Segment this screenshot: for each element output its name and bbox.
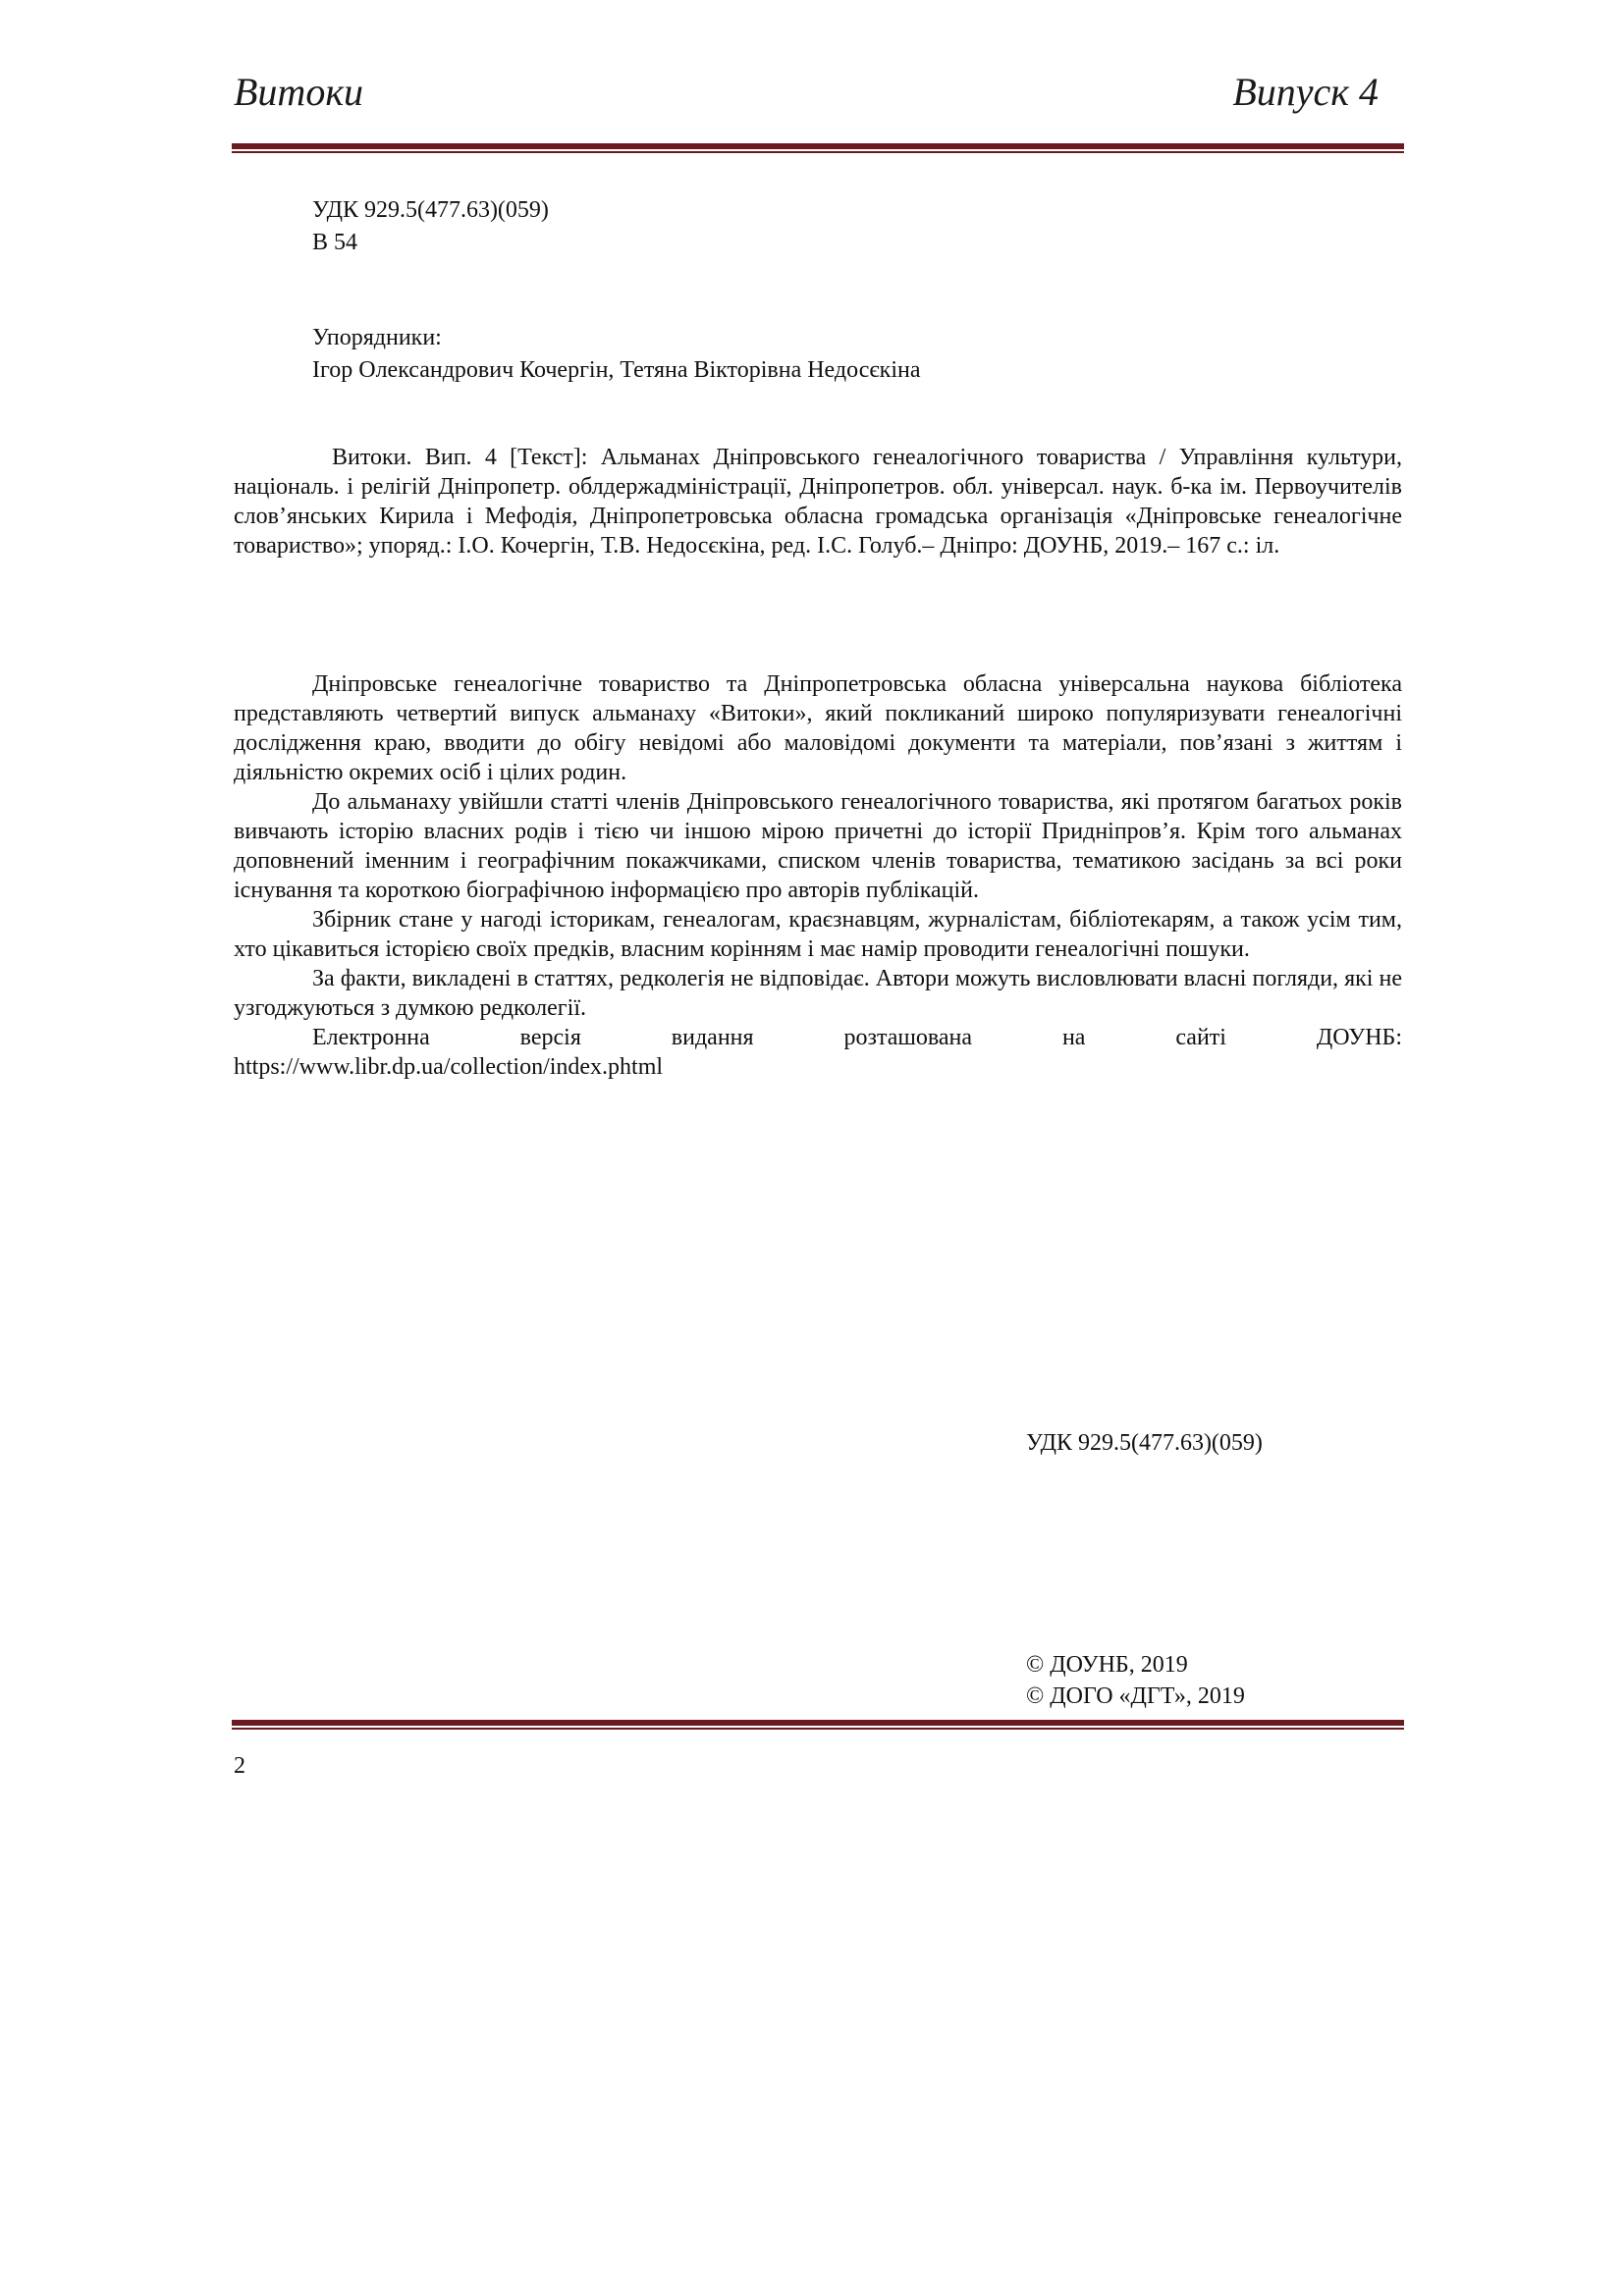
udc-code: УДК 929.5(477.63)(059) bbox=[312, 197, 549, 223]
udc-block bbox=[312, 194, 549, 259]
running-header-issue: Випуск 4 bbox=[1232, 70, 1379, 114]
author-sign: В 54 bbox=[312, 230, 358, 255]
footer-rule bbox=[232, 1720, 1404, 1730]
copyright-block bbox=[1026, 1649, 1245, 1712]
annotation-paragraph: Дніпровське генеалогічне товариство та Дніпропетровська обласна універсальна наукова бібліотека представляють четвертий випуск альманаху «Витоки», який покликаний широко популяризувати генеалогічні дослідження краю, вводити до обігу невідомі або маловідомі документи та матеріали, пов’язані з життям і діяльністю окремих осіб і цілих родин. bbox=[234, 671, 1402, 785]
annotation-paragraph: Збірник стане у нагоді історикам, генеалогам, краєзнавцям, журналістам, бібліотекарям, а також усім тим, хто цікавиться історією своїх предків, власним корінням і має намір проводити генеалогічні пошуки. bbox=[234, 907, 1402, 962]
bibliographic-description: Витоки. Вип. 4 [Текст]: Альманах Дніпровського генеалогічного товариства / Управління культури, національ. і релігій Дніпропетр. облдержадміністрації, Дніпропетров. обл. універсал. наук. б-ка ім. Первоучителів слов’янських Кирила і Мефодія, Дніпропетровська обласна громадська організація «Дніпровське генеалогічне товариство»; упоряд.: І.О. Кочергін, Т.В. Недосєкіна, ред. І.С. Голуб.– Дніпро: ДОУНБ, 2019.– 167 с.: іл. bbox=[234, 445, 1402, 559]
copyright-line-library: © ДОУНБ, 2019 bbox=[1026, 1652, 1188, 1678]
copyright-line-society: © ДОГО «ДГТ», 2019 bbox=[1026, 1683, 1245, 1709]
electronic-version-url: https://www.libr.dp.ua/collection/index.phtml bbox=[234, 1054, 664, 1080]
electronic-version-note: Електронна версія видання розташована на сайті ДОУНБ: bbox=[312, 1025, 1402, 1050]
compilers-label: Упорядники: bbox=[312, 325, 442, 350]
page-number: 2 bbox=[234, 1753, 245, 1779]
annotation-paragraph: За факти, викладені в статтях, редколегія не відповідає. Автори можуть висловлювати власні погляди, які не узгоджуються з думкою редколегії. bbox=[234, 966, 1402, 1021]
compilers-block bbox=[312, 322, 920, 387]
annotation-paragraph: До альманаху увійшли статті членів Дніпровського генеалогічного товариства, які протягом багатьох років вивчають історію власних родів і тією чи іншою мірою причетні до історії Придніпров’я. Крім того альманах доповнений іменним і географічним покажчиками, списком членів товариства, тематикою засідань за всі роки існування та короткою біографічною інформацією про авторів публікацій. bbox=[234, 789, 1402, 903]
compilers-names: Ігор Олександрович Кочергін, Тетяна Вікторівна Недосєкіна bbox=[312, 357, 921, 383]
running-header-title: Витоки bbox=[234, 70, 364, 114]
header-rule bbox=[232, 143, 1404, 153]
udc-bottom: УДК 929.5(477.63)(059) bbox=[1026, 1430, 1263, 1456]
annotation bbox=[234, 669, 1402, 1082]
